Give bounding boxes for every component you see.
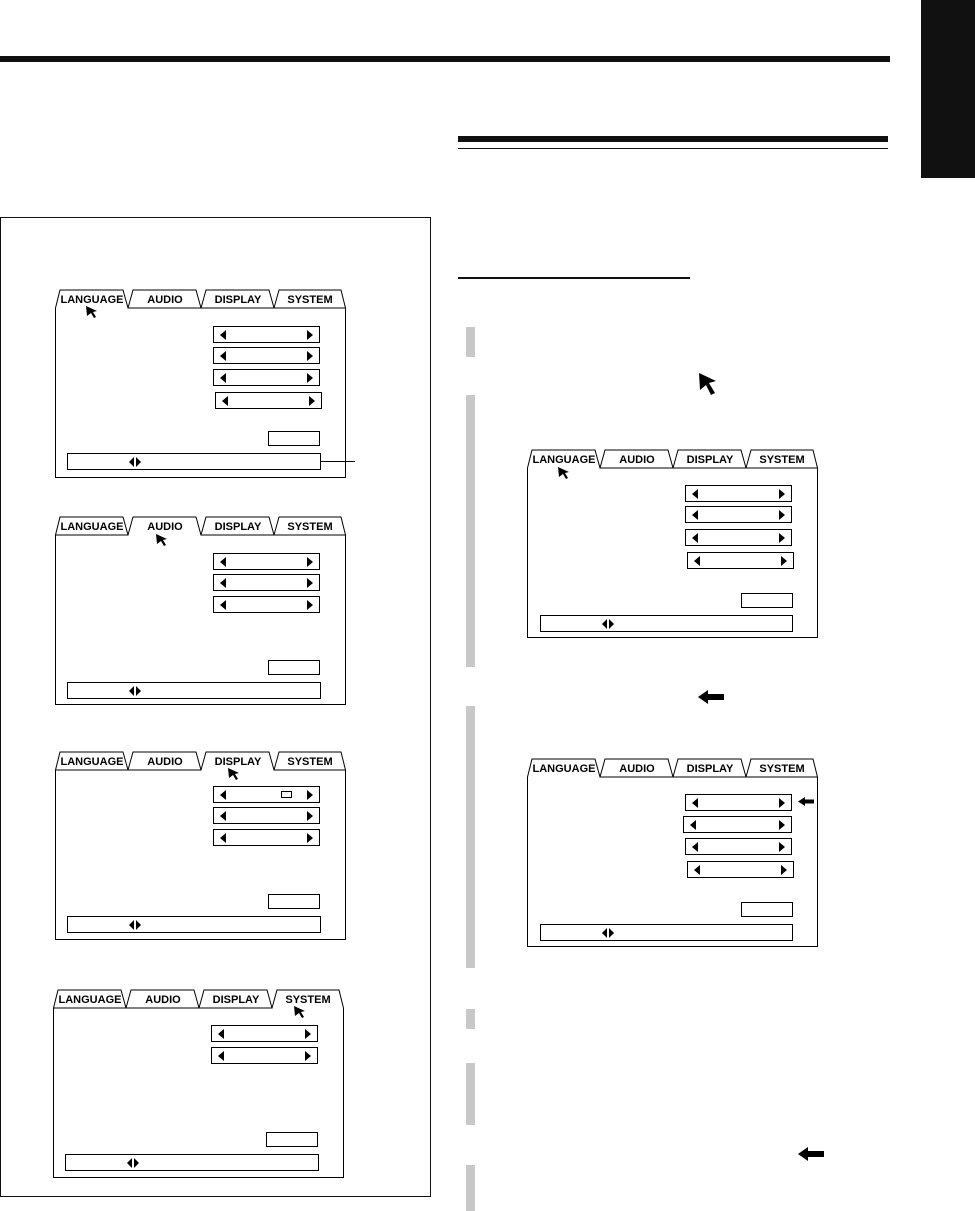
triangle-right-icon <box>609 619 614 629</box>
tab-display: DISPLAY <box>214 756 262 768</box>
tab-system: SYSTEM <box>759 763 805 775</box>
tab-language: LANGUAGE <box>60 294 124 306</box>
left-arrow-icon <box>797 796 815 807</box>
language-select-2 <box>213 347 320 364</box>
section-heading-rule <box>458 136 888 142</box>
triangle-right-icon <box>781 556 787 566</box>
language-select-1 <box>685 485 792 502</box>
triangle-right-icon <box>781 865 787 875</box>
top-rule <box>0 56 890 62</box>
tab-system: SYSTEM <box>287 294 333 306</box>
step-bar-5 <box>466 1063 475 1125</box>
triangle-left-icon <box>129 686 134 696</box>
triangle-right-icon <box>307 833 313 843</box>
tab-audio: AUDIO <box>619 454 655 466</box>
tab-audio: AUDIO <box>145 994 181 1006</box>
language-select-2 <box>683 816 792 833</box>
exit-button <box>268 660 320 675</box>
menu-panel-step3 <box>527 757 819 947</box>
system-select-2 <box>211 1047 318 1064</box>
pointer-arrow-icon <box>293 1005 307 1019</box>
menu-panel-language <box>55 288 347 478</box>
triangle-left-icon <box>692 489 698 499</box>
subheading-rule <box>458 277 690 279</box>
language-select-1 <box>213 326 320 343</box>
language-select-4 <box>687 861 794 878</box>
audio-select-1 <box>213 553 320 570</box>
triangle-right-icon <box>307 557 313 567</box>
tab-system: SYSTEM <box>759 454 805 466</box>
pointer-arrow-icon <box>697 371 719 397</box>
tab-language: LANGUAGE <box>532 454 596 466</box>
tab-display: DISPLAY <box>214 521 262 533</box>
pointer-arrow-icon <box>85 305 99 319</box>
triangle-right-icon <box>779 798 785 808</box>
triangle-left-icon <box>220 351 226 361</box>
tab-system: SYSTEM <box>287 521 333 533</box>
triangle-left-icon <box>694 865 700 875</box>
language-select-3 <box>685 838 792 855</box>
triangle-left-icon <box>602 928 607 938</box>
triangle-right-icon <box>136 686 141 696</box>
help-bar <box>67 682 321 699</box>
help-bar <box>67 916 321 933</box>
triangle-right-icon <box>779 842 785 852</box>
step-bar-4 <box>466 1009 475 1029</box>
section-side-tab <box>921 0 975 178</box>
language-select-3 <box>685 529 792 546</box>
triangle-left-icon <box>602 619 607 629</box>
triangle-left-icon <box>129 920 134 930</box>
pointer-arrow-icon <box>557 466 571 480</box>
tab-language: LANGUAGE <box>532 763 596 775</box>
triangle-right-icon <box>779 510 785 520</box>
step-bar-1 <box>466 327 475 357</box>
triangle-right-icon <box>307 351 313 361</box>
tab-audio: AUDIO <box>619 763 655 775</box>
help-bar <box>540 924 793 941</box>
tab-display: DISPLAY <box>214 294 262 306</box>
triangle-right-icon <box>136 920 141 930</box>
exit-button <box>268 894 320 909</box>
pointer-arrow-icon <box>227 767 241 781</box>
triangle-right-icon <box>307 330 313 340</box>
triangle-right-icon <box>307 373 313 383</box>
system-select-1 <box>211 1025 318 1042</box>
exit-button <box>741 593 793 608</box>
triangle-left-icon <box>220 373 226 383</box>
triangle-left-icon <box>220 833 226 843</box>
audio-select-3 <box>213 596 320 613</box>
triangle-right-icon <box>309 396 315 406</box>
triangle-left-icon <box>222 396 228 406</box>
language-select-3 <box>213 369 320 386</box>
triangle-left-icon <box>692 533 698 543</box>
triangle-right-icon <box>609 928 614 938</box>
monitor-icon <box>281 791 292 798</box>
exit-button <box>266 1132 318 1147</box>
tab-display: DISPLAY <box>686 454 734 466</box>
triangle-left-icon <box>692 510 698 520</box>
exit-button <box>268 431 320 446</box>
triangle-right-icon <box>134 1158 139 1168</box>
language-select-2 <box>685 506 792 523</box>
step-bar-3 <box>466 706 475 968</box>
tab-system: SYSTEM <box>287 756 333 768</box>
help-bar <box>67 453 321 470</box>
triangle-left-icon <box>690 820 696 830</box>
triangle-left-icon <box>129 457 134 467</box>
exit-button <box>741 902 793 917</box>
triangle-right-icon <box>136 457 141 467</box>
tab-language: LANGUAGE <box>58 994 122 1006</box>
display-select-2 <box>213 807 320 824</box>
tab-display: DISPLAY <box>212 994 260 1006</box>
display-select-3 <box>213 829 320 846</box>
menu-panel-system <box>53 988 345 1178</box>
triangle-right-icon <box>307 578 313 588</box>
triangle-left-icon <box>218 1029 224 1039</box>
left-arrow-icon <box>797 1146 825 1162</box>
triangle-left-icon <box>694 556 700 566</box>
triangle-right-icon <box>307 600 313 610</box>
help-bar <box>540 615 793 632</box>
triangle-right-icon <box>307 790 313 800</box>
step-bar-2 <box>466 395 475 667</box>
triangle-right-icon <box>307 811 313 821</box>
triangle-right-icon <box>305 1029 311 1039</box>
triangle-left-icon <box>220 790 226 800</box>
triangle-left-icon <box>220 330 226 340</box>
tab-audio: AUDIO <box>147 294 183 306</box>
menu-panel-audio <box>55 515 347 705</box>
help-bar <box>65 1154 319 1171</box>
triangle-left-icon <box>692 798 698 808</box>
step-bar-6 <box>466 1165 475 1211</box>
menu-panel-display <box>55 750 347 940</box>
triangle-left-icon <box>220 578 226 588</box>
tab-display: DISPLAY <box>686 763 734 775</box>
tab-audio: AUDIO <box>147 521 183 533</box>
triangle-left-icon <box>220 811 226 821</box>
triangle-right-icon <box>305 1051 311 1061</box>
triangle-left-icon <box>220 600 226 610</box>
tab-language: LANGUAGE <box>60 756 124 768</box>
triangle-left-icon <box>218 1051 224 1061</box>
menu-panel-step2 <box>527 448 819 638</box>
tab-system: SYSTEM <box>285 994 331 1006</box>
triangle-left-icon <box>127 1158 132 1168</box>
triangle-right-icon <box>779 533 785 543</box>
display-select-1 <box>213 786 320 803</box>
triangle-left-icon <box>220 557 226 567</box>
language-select-1 <box>685 794 792 811</box>
audio-select-2 <box>213 574 320 591</box>
tab-language: LANGUAGE <box>60 521 124 533</box>
triangle-left-icon <box>692 842 698 852</box>
tab-audio: AUDIO <box>147 756 183 768</box>
pointer-arrow-icon <box>155 533 169 547</box>
section-heading-rule-thin <box>458 148 888 149</box>
triangle-right-icon <box>779 820 785 830</box>
language-select-4 <box>687 552 794 569</box>
language-select-4 <box>215 392 322 409</box>
left-arrow-icon <box>697 689 725 705</box>
triangle-right-icon <box>779 489 785 499</box>
